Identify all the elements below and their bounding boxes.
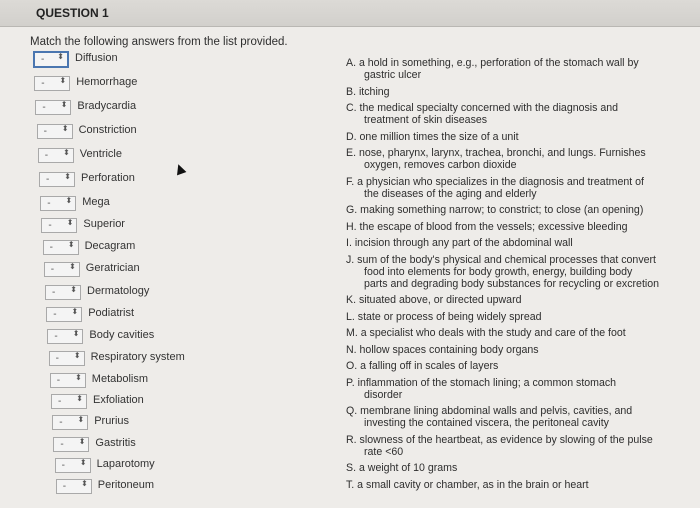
answer-text: D. one million times the size of a unit: [346, 130, 519, 143]
term-label: Respiratory system: [90, 351, 185, 363]
up-down-arrows-icon: ⬍: [73, 351, 81, 360]
up-down-arrows-icon: ⬍: [66, 218, 74, 227]
answer-option: [346, 479, 666, 491]
answer-select-10[interactable]: [44, 262, 80, 277]
up-down-arrows-icon: ⬍: [59, 76, 67, 85]
answer-text-continued: the diseases of the aging and elderly: [364, 187, 537, 200]
answer-text-continued: gastric ulcer: [364, 69, 422, 81]
up-down-arrows-icon: ⬍: [71, 307, 79, 316]
term-label: Perforation: [81, 172, 135, 184]
term-label: Body cavities: [89, 329, 155, 341]
term-label: Exfoliation: [93, 394, 144, 406]
term-label: Dermatology: [87, 285, 150, 297]
answer-option: [346, 377, 666, 401]
select-value: -: [53, 309, 57, 320]
up-down-arrows-icon: ⬍: [72, 329, 80, 338]
up-down-arrows-icon: ⬍: [75, 373, 82, 382]
match-row: [41, 218, 241, 236]
answer-text: H. the escape of blood from the vessels; excessive bleeding: [346, 220, 628, 233]
select-value: -: [44, 150, 49, 161]
answer-select-16[interactable]: [51, 394, 87, 409]
up-down-arrows-icon: ⬍: [76, 394, 83, 403]
up-down-arrows-icon: ⬍: [79, 458, 87, 467]
question-header: [0, 0, 700, 27]
answer-select-5[interactable]: [38, 148, 74, 163]
answer-text: S. a weight of 10 grams: [346, 462, 458, 474]
match-row: [56, 479, 256, 497]
answer-text: I. incision through any part of the abdominal wall: [346, 237, 573, 249]
select-value: -: [62, 481, 67, 492]
up-down-arrows-icon: ⬍: [78, 437, 86, 446]
match-row: [38, 148, 238, 166]
select-value: -: [47, 198, 51, 209]
answer-select-1[interactable]: [33, 51, 69, 68]
term-label: Constriction: [78, 124, 137, 136]
answer-option: [346, 86, 666, 98]
answer-text: G. making something narrow; to constrict; to close (an opening): [346, 204, 644, 216]
answer-select-7[interactable]: [40, 196, 76, 211]
select-value: -: [46, 174, 50, 185]
select-value: -: [52, 287, 56, 298]
answer-text: L. state or process of being widely spread: [346, 310, 542, 323]
answer-text-continued: rate <60: [364, 445, 404, 458]
answer-text: K. situated above, or directed upward: [346, 294, 522, 306]
up-down-arrows-icon: ⬍: [81, 479, 88, 488]
match-row: [52, 415, 252, 433]
answer-option: [346, 327, 666, 339]
answer-select-6[interactable]: [39, 172, 75, 187]
answer-option: [346, 360, 666, 372]
answer-select-4[interactable]: [37, 124, 73, 139]
match-row: [45, 285, 245, 303]
term-label: Gastritis: [95, 437, 136, 449]
select-value: -: [61, 460, 65, 471]
answer-select-14[interactable]: [49, 351, 85, 366]
answer-select-2[interactable]: [34, 76, 70, 91]
instruction-text: Match the following answers from the list provided.: [30, 36, 288, 48]
match-row: [55, 458, 255, 476]
term-label: Prurius: [94, 415, 130, 427]
answer-option: [346, 311, 666, 323]
up-down-arrows-icon: ⬍: [63, 148, 70, 157]
answer-text: T. a small cavity or chamber, as in the brain or heart: [346, 478, 589, 491]
answer-text-continued: food into elements for body growth, energy, building body: [364, 265, 633, 278]
select-value: -: [49, 242, 53, 253]
up-down-arrows-icon: ⬍: [65, 196, 73, 205]
select-value: -: [50, 264, 55, 275]
match-row: [33, 52, 233, 70]
answer-select-20[interactable]: [56, 479, 92, 494]
answer-text: O. a falling off in scales of layers: [346, 360, 499, 372]
answer-option: [346, 57, 666, 81]
answer-option: [346, 294, 666, 306]
term-label: Peritoneum: [97, 479, 155, 491]
up-down-arrows-icon: ⬍: [57, 52, 64, 61]
answer-select-18[interactable]: [53, 437, 89, 452]
select-value: -: [60, 439, 64, 450]
match-row: [51, 394, 251, 412]
match-row: [40, 196, 240, 214]
answer-select-13[interactable]: [47, 329, 83, 344]
answer-option: [346, 147, 666, 171]
question-title: QUESTION 1: [36, 6, 109, 20]
match-row: [44, 262, 244, 280]
answer-select-17[interactable]: [52, 415, 88, 430]
select-value: -: [56, 375, 61, 386]
answer-text: M. a specialist who deals with the study and care of the foot: [346, 327, 626, 339]
term-label: Superior: [83, 218, 125, 230]
answer-text: E. nose, pharynx, larynx, trachea, bronchi, and lungs. Furnishes: [346, 147, 646, 159]
answer-option: [346, 221, 666, 233]
term-label: Ventricle: [79, 148, 122, 160]
match-row: [50, 373, 250, 391]
match-row: [34, 76, 234, 94]
answer-option: [346, 204, 666, 216]
answer-text: B. itching: [346, 85, 390, 98]
answer-select-11[interactable]: [45, 285, 81, 300]
term-label: Diffusion: [75, 52, 118, 64]
select-value: -: [43, 126, 47, 137]
match-row: [43, 240, 243, 258]
match-row: [39, 172, 239, 190]
up-down-arrows-icon: ⬍: [67, 240, 75, 249]
answer-select-19[interactable]: [55, 458, 91, 473]
answer-text: R. slowness of the heartbeat, as evidence by slowing of the pulse: [346, 433, 653, 446]
answer-text: F. a physician who specializes in the diagnosis and treatment of: [346, 175, 644, 188]
select-value: -: [41, 54, 45, 65]
answer-option: [346, 131, 666, 143]
up-down-arrows-icon: ⬍: [70, 285, 77, 294]
select-value: -: [54, 331, 58, 342]
answer-select-15[interactable]: [50, 373, 86, 388]
term-label: Geratrician: [85, 262, 140, 274]
answer-select-12[interactable]: [46, 307, 82, 322]
term-label: Hemorrhage: [76, 76, 138, 88]
up-down-arrows-icon: ⬍: [69, 262, 76, 271]
match-row: [47, 329, 247, 347]
answer-text: N. hollow spaces containing body organs: [346, 343, 539, 356]
answer-option: [346, 237, 666, 249]
answer-text: A. a hold in something, e.g., perforation of the stomach wall by: [346, 57, 639, 69]
answer-text-continued: disorder: [364, 388, 403, 401]
answer-text: C. the medical specialty concerned with the diagnosis and: [346, 102, 619, 114]
answer-text: Q. membrane lining abdominal walls and pelvis, cavities, and: [346, 405, 633, 417]
select-value: -: [55, 353, 59, 364]
answer-select-8[interactable]: [41, 218, 77, 233]
select-value: -: [59, 417, 63, 428]
up-down-arrows-icon: ⬍: [64, 172, 71, 181]
answer-option: [346, 102, 666, 126]
answer-option: [346, 344, 666, 356]
select-value: -: [48, 220, 52, 231]
match-row: [35, 100, 235, 118]
select-value: -: [42, 102, 46, 113]
answer-select-9[interactable]: [43, 240, 79, 255]
term-label: Mega: [82, 196, 110, 208]
up-down-arrows-icon: ⬍: [61, 124, 69, 133]
match-row: [37, 124, 237, 142]
term-label: Podiatrist: [88, 307, 135, 319]
term-label: Laparotomy: [96, 458, 155, 470]
answer-text-continued: investing the contained viscera, the peritoneal cavity: [364, 417, 609, 429]
answer-text-continued: parts and degrading body substances for recycling or excretion: [364, 277, 660, 290]
select-value: -: [41, 78, 45, 89]
term-label: Bradycardia: [77, 100, 137, 112]
answer-text: P. inflammation of the stomach lining; a common stomach: [346, 376, 617, 389]
answer-option: [346, 254, 666, 290]
up-down-arrows-icon: ⬍: [77, 415, 85, 424]
up-down-arrows-icon: ⬍: [60, 100, 68, 109]
match-row: [46, 307, 246, 325]
term-label: Decagram: [84, 240, 136, 252]
match-row: [53, 437, 253, 455]
answer-option: [346, 434, 666, 458]
match-row: [49, 351, 249, 369]
answer-option: [346, 462, 666, 474]
select-value: -: [58, 396, 62, 407]
answer-select-3[interactable]: [35, 100, 71, 115]
answer-option: [346, 405, 666, 429]
answer-option: [346, 176, 666, 200]
answer-text-continued: treatment of skin diseases: [364, 114, 488, 126]
term-label: Metabolism: [91, 373, 149, 385]
answer-text: J. sum of the body's physical and chemical processes that convert: [346, 253, 656, 266]
answer-text-continued: oxygen, removes carbon dioxide: [364, 159, 517, 171]
